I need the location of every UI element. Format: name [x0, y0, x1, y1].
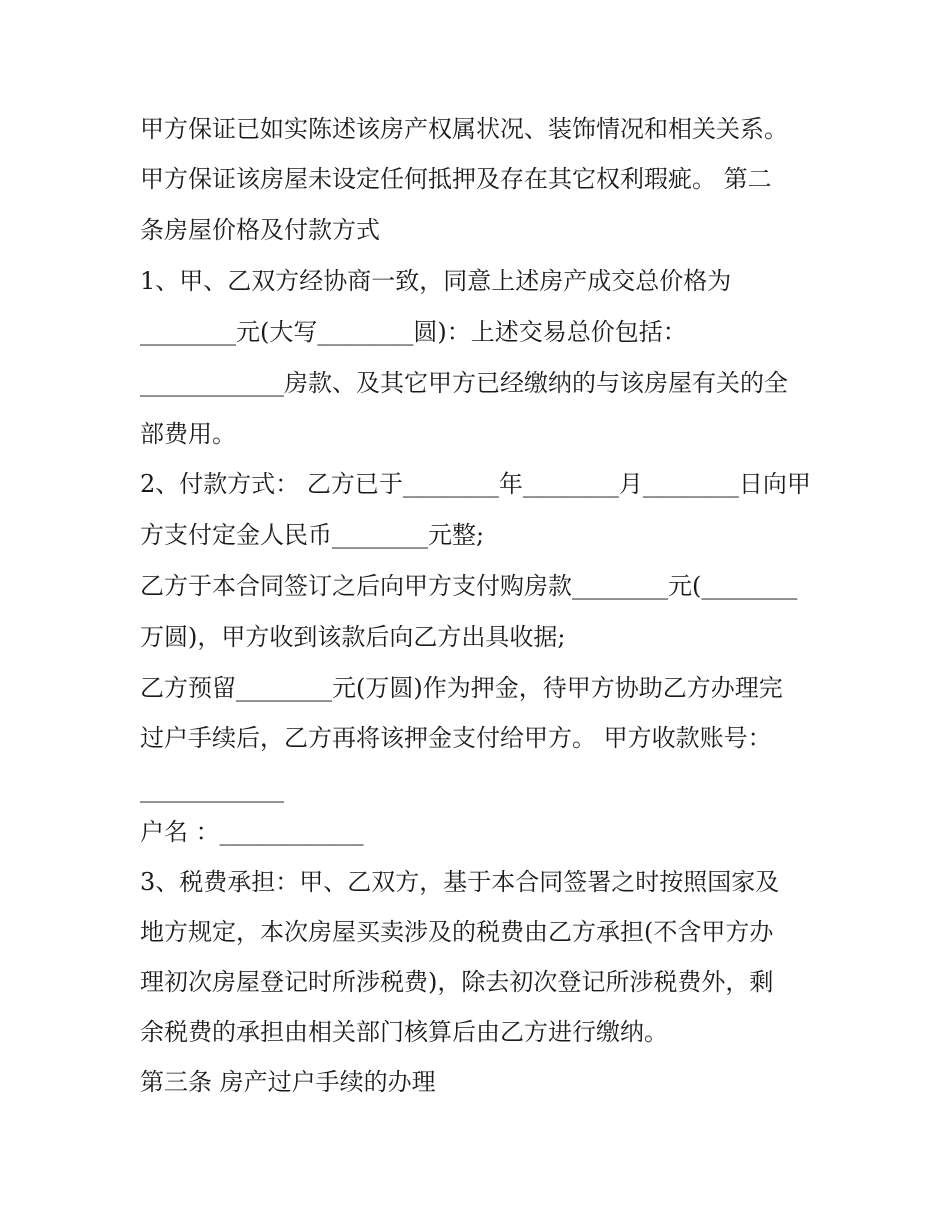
text-line: ____________房款、及其它甲方已经缴纳的与该房屋有关的全 [140, 369, 788, 397]
text-line: 2、付款方式： 乙方已于________年________月________日向甲 [140, 470, 811, 498]
text-line: ________元(大写________圆)：上述交易总价包括： [140, 318, 687, 346]
text-line: 万圆)，甲方收到该款后向乙方出具收据; [140, 623, 566, 651]
text-line: 第三条 房产过户手续的办理 [140, 1068, 436, 1096]
text-line: 过户手续后，乙方再将该押金支付给甲方。 甲方收款账号： [140, 724, 772, 752]
text-line: 3、税费承担：甲、乙双方，基于本合同签署之时按照国家及 [140, 868, 780, 896]
text-line: 乙方于本合同签订之后向甲方支付购房款________元(________ [140, 572, 798, 600]
text-line: 甲方保证已如实陈述该房产权属状况、装饰情况和相关关系。 [140, 115, 788, 143]
text-line: 条房屋价格及付款方式 [140, 216, 380, 244]
text-line: 方支付定金人民币________元整; [140, 521, 485, 549]
text-line: 乙方预留________元(万圆)作为押金，待甲方协助乙方办理完 [140, 674, 783, 702]
text-line: 甲方保证该房屋未设定任何抵押及存在其它权利瑕疵。 第二 [140, 165, 772, 193]
text-line: 理初次房屋登记时所涉税费)，除去初次登记所涉税费外，剩 [140, 968, 774, 996]
text-line: 余税费的承担由相关部门核算后由乙方进行缴纳。 [140, 1018, 668, 1046]
text-line: ____________ [140, 775, 284, 803]
text-line: 地方规定，本次房屋买卖涉及的税费由乙方承担(不含甲方办 [140, 918, 774, 946]
text-line: 部费用。 [140, 420, 236, 448]
text-line: 1、甲、乙双方经协商一致，同意上述房产成交总价格为 [140, 267, 732, 295]
text-line: 户名 ：____________ [140, 818, 364, 846]
